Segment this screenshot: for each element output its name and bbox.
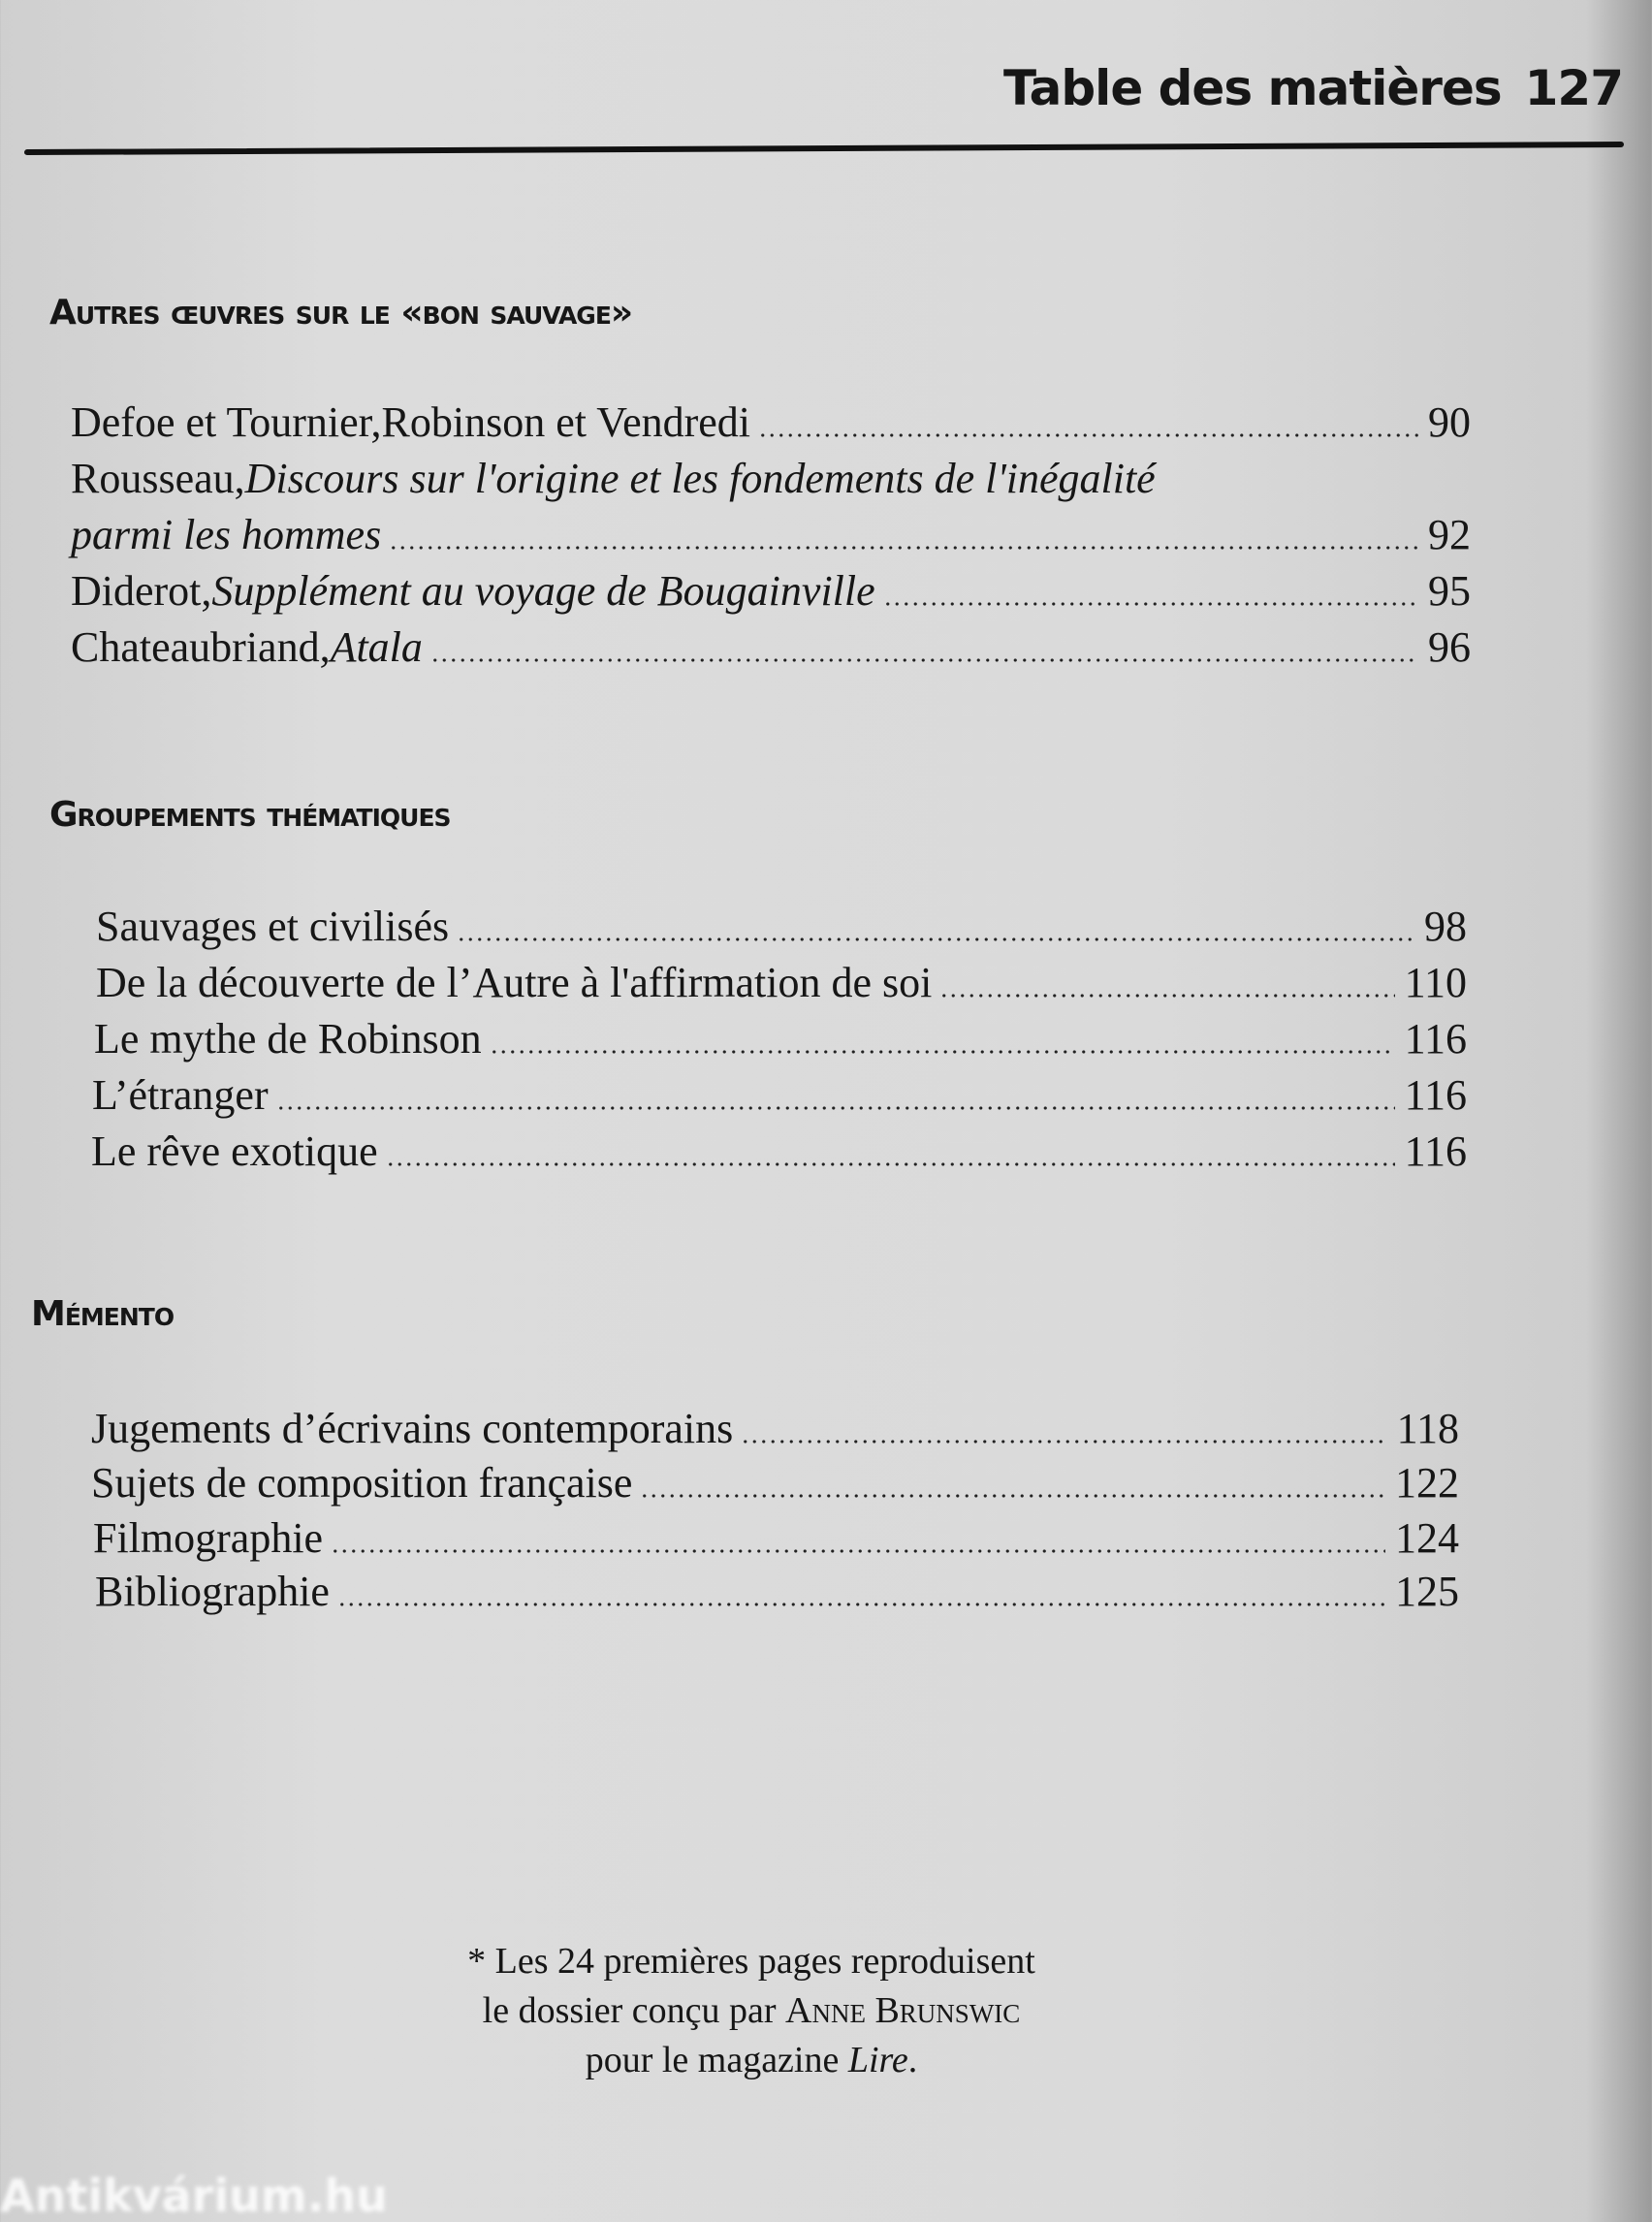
dot-leader: [337, 1602, 1385, 1607]
toc-entry-continued[interactable]: [71, 508, 1471, 562]
entry-label: Bibliographie: [95, 1568, 330, 1615]
toc-entry[interactable]: [96, 956, 1467, 1010]
entry-page: 124: [1395, 1514, 1459, 1562]
dot-leader: [430, 657, 1418, 663]
toc-entry[interactable]: [96, 900, 1467, 954]
page-number: 127: [1524, 60, 1623, 116]
entry-page: 92: [1428, 511, 1471, 558]
entry-title: Supplément au voyage de Bougainville: [211, 567, 875, 615]
footnote-author: Anne Brunswic: [785, 1990, 1021, 2031]
footnote: [0, 1937, 1503, 2085]
toc-entry[interactable]: [91, 1456, 1459, 1510]
toc-entry[interactable]: [71, 564, 1471, 619]
dot-leader: [490, 1049, 1395, 1055]
entry-label: Le mythe de Robinson: [94, 1015, 482, 1063]
entry-page: 122: [1395, 1459, 1459, 1507]
entry-author: Diderot,: [71, 567, 212, 615]
entry-page: 96: [1428, 623, 1471, 671]
entry-label: Filmographie: [93, 1514, 324, 1562]
entry-label: Jugements d’écrivains contemporains: [91, 1405, 734, 1452]
footnote-line: [0, 2036, 1503, 2085]
footnote-line: [0, 1986, 1503, 2036]
dot-leader: [389, 545, 1418, 551]
toc-entry[interactable]: [71, 620, 1471, 675]
entry-author: Rousseau,: [71, 455, 245, 502]
footnote-line: * Les 24 premières pages reproduisent: [467, 1941, 1035, 1982]
section-heading-autres-oeuvres: Autres œuvres sur le «bon sauvage»: [49, 293, 633, 333]
entry-page: 110: [1404, 959, 1467, 1006]
watermark: Antikvárium.hu: [0, 2170, 388, 2222]
entry-page: 125: [1395, 1568, 1459, 1615]
entry-author: Chateaubriand,: [71, 623, 331, 671]
dot-leader: [883, 601, 1418, 607]
entry-label: L’étranger: [92, 1071, 269, 1119]
dot-leader: [276, 1105, 1395, 1111]
dot-leader: [741, 1439, 1386, 1444]
toc-entry[interactable]: [93, 1511, 1459, 1566]
entry-label: De la découverte de l’Autre à l'affirmation de soi: [96, 959, 933, 1006]
dot-leader: [386, 1161, 1395, 1167]
entry-title: Discours sur l'origine et les fondements de l'inégalité: [244, 455, 1156, 502]
entry-page: 116: [1404, 1071, 1467, 1119]
dot-leader: [939, 993, 1394, 999]
running-head: [1003, 60, 1623, 116]
entry-label: Sauvages et civilisés: [96, 903, 450, 950]
footnote-text: pour le magazine: [585, 2040, 848, 2080]
dot-leader: [640, 1493, 1385, 1499]
entry-page: 116: [1404, 1015, 1467, 1063]
toc-entry[interactable]: [91, 1402, 1459, 1456]
entry-label: Sujets de composition française: [91, 1459, 633, 1507]
dot-leader: [457, 936, 1414, 942]
entry-title: Robinson et Vendredi: [381, 398, 751, 446]
toc-entry[interactable]: [71, 452, 1471, 506]
entry-page: 118: [1396, 1405, 1459, 1452]
toc-entry[interactable]: [91, 1125, 1467, 1179]
toc-entry[interactable]: [71, 396, 1471, 450]
running-head-title: Table des matières: [1002, 60, 1502, 116]
entry-page: 98: [1424, 903, 1467, 950]
toc-entry[interactable]: [95, 1565, 1459, 1619]
entry-title-continued: parmi les hommes: [71, 511, 382, 558]
entry-label: Le rêve exotique: [91, 1127, 378, 1175]
magazine-title: Lire: [847, 2040, 908, 2080]
entry-page: 95: [1428, 567, 1471, 615]
section-heading-memento: Mémento: [31, 1294, 175, 1334]
dot-leader: [331, 1548, 1385, 1554]
toc-entry[interactable]: [92, 1068, 1467, 1123]
entry-title: Atala: [330, 623, 423, 671]
dot-leader: [758, 432, 1418, 438]
section-heading-groupements: Groupements thématiques: [49, 795, 451, 835]
entry-author: Defoe et Tournier,: [71, 398, 382, 446]
header-rule: [24, 142, 1624, 155]
toc-entry[interactable]: [94, 1012, 1467, 1066]
footnote-text: le dossier conçu par: [482, 1990, 786, 2031]
entry-page: 90: [1428, 398, 1471, 446]
entry-page: 116: [1404, 1127, 1467, 1175]
footnote-text: .: [907, 2040, 918, 2080]
